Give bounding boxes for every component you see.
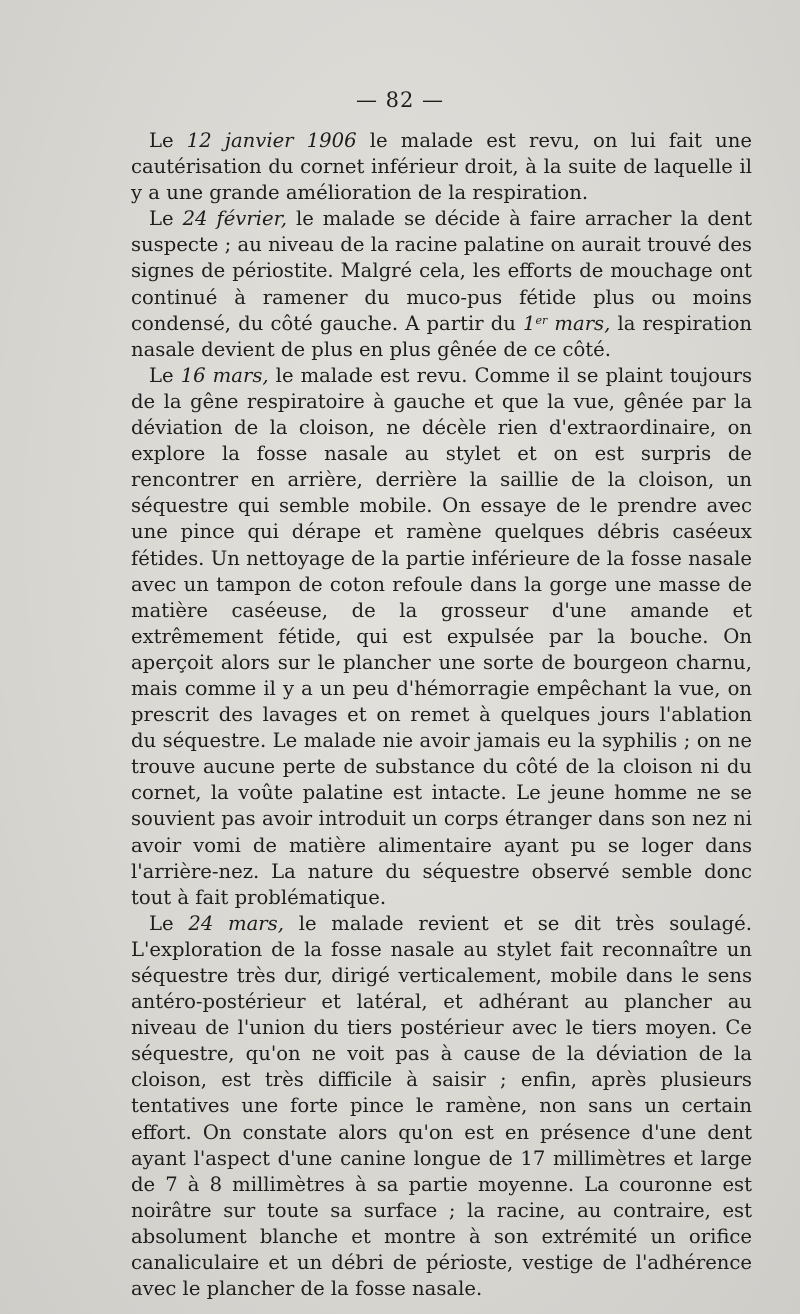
paragraph-12-janvier: Le 12 janvier 1906 le malade est revu, on lui fait une cautérisation du cornet inférieur droit, à la suite de laquelle il y a une grande amélioration de la respiration.	[131, 129, 752, 205]
paragraph-16-mars: Le 16 mars, le malade est revu. Comme il se plaint toujours de la gêne respiratoire à gauche et que la vue, gênée par la déviation de la cloison, ne décèle rien d'extraordinaire, on explore la fosse nasale au stylet et on est surpris de rencontrer en arrière, derrière la saillie de la cloison, un séquestre qui semble mobile. On essaye de le prendre avec une pince qui dérape et ramène quelques débris caséeux fétides. Un nettoyage de la partie inférieure de la fosse nasale avec un tampon de coton refoule dans la gorge une masse de matière caséeuse, de la grosseur d'une amande et extrêmement fétide, qui est expulsée par la bouche. On aperçoit alors sur le plancher une sorte de bourgeon charnu, mais comme il y a un peu d'hémorragie empêchant la vue, on prescrit des lavages et on remet à quelques jours l'ablation du séquestre. Le malade nie avoir jamais eu la syphilis ; on ne trouve aucune perte de substance du côté de la cloison ni du cornet, la voûte palatine est intacte. Le jeune homme ne se souvient pas avoir introduit un corps étranger dans son nez ni avoir vomi de matière alimentaire ayant pu se loger dans l'arrière-nez. La nature du séquestre observé semble donc tout à fait problématique.	[131, 363, 752, 909]
paragraph-24-fevrier: Le 24 février, le malade se décide à faire arracher la dent suspecte ; au niveau de la racine palatine on aurait trouvé des signes de périostite. Malgré cela, les efforts de mouchage ont continué à ramener du muco-pus fétide plus ou moins condensé, du côté gauche. A partir du 1er mars, la respiration nasale devient de plus en plus gênée de ce côté.	[131, 207, 752, 361]
date-16-mars: 16 mars,	[180, 363, 269, 387]
page-number: — 82 —	[355, 88, 445, 112]
body-text	[131, 128, 752, 1302]
date-1er-mars: 1er mars,	[523, 311, 611, 335]
date-24-mars: 24 mars,	[188, 911, 284, 935]
date-12-janvier: 12 janvier 1906	[186, 129, 357, 152]
date-24-fevrier: 24 février,	[182, 207, 288, 231]
paragraph-24-mars: Le 24 mars, le malade revient et se dit très soulagé. L'exploration de la fosse nasale au stylet fait reconnaître un séquestre très dur, dirigé verticalement, mobile dans le sens antéro-postérieur et latéral, et adhérant au plancher au niveau de l'union du tiers postérieur avec le tiers moyen. Ce séquestre, qu'on ne voit pas à cause de la déviation de la cloison, est très difficile à saisir ; enfin, après plusieurs tentatives une forte pince le ramène, non sans un certain effort. On constate alors qu'on est en présence d'une dent ayant l'aspect d'une canine longue de 17 millimètres et large de 7 à 8 millimètres à sa partie moyenne. La couronne est noirâtre sur toute sa surface ; la racine, au contraire, est absolument blanche et montre à son extrémité un orifice canaliculaire et un débri de périoste, vestige de l'adhérence avec le plancher de la fosse nasale.	[131, 911, 752, 1301]
